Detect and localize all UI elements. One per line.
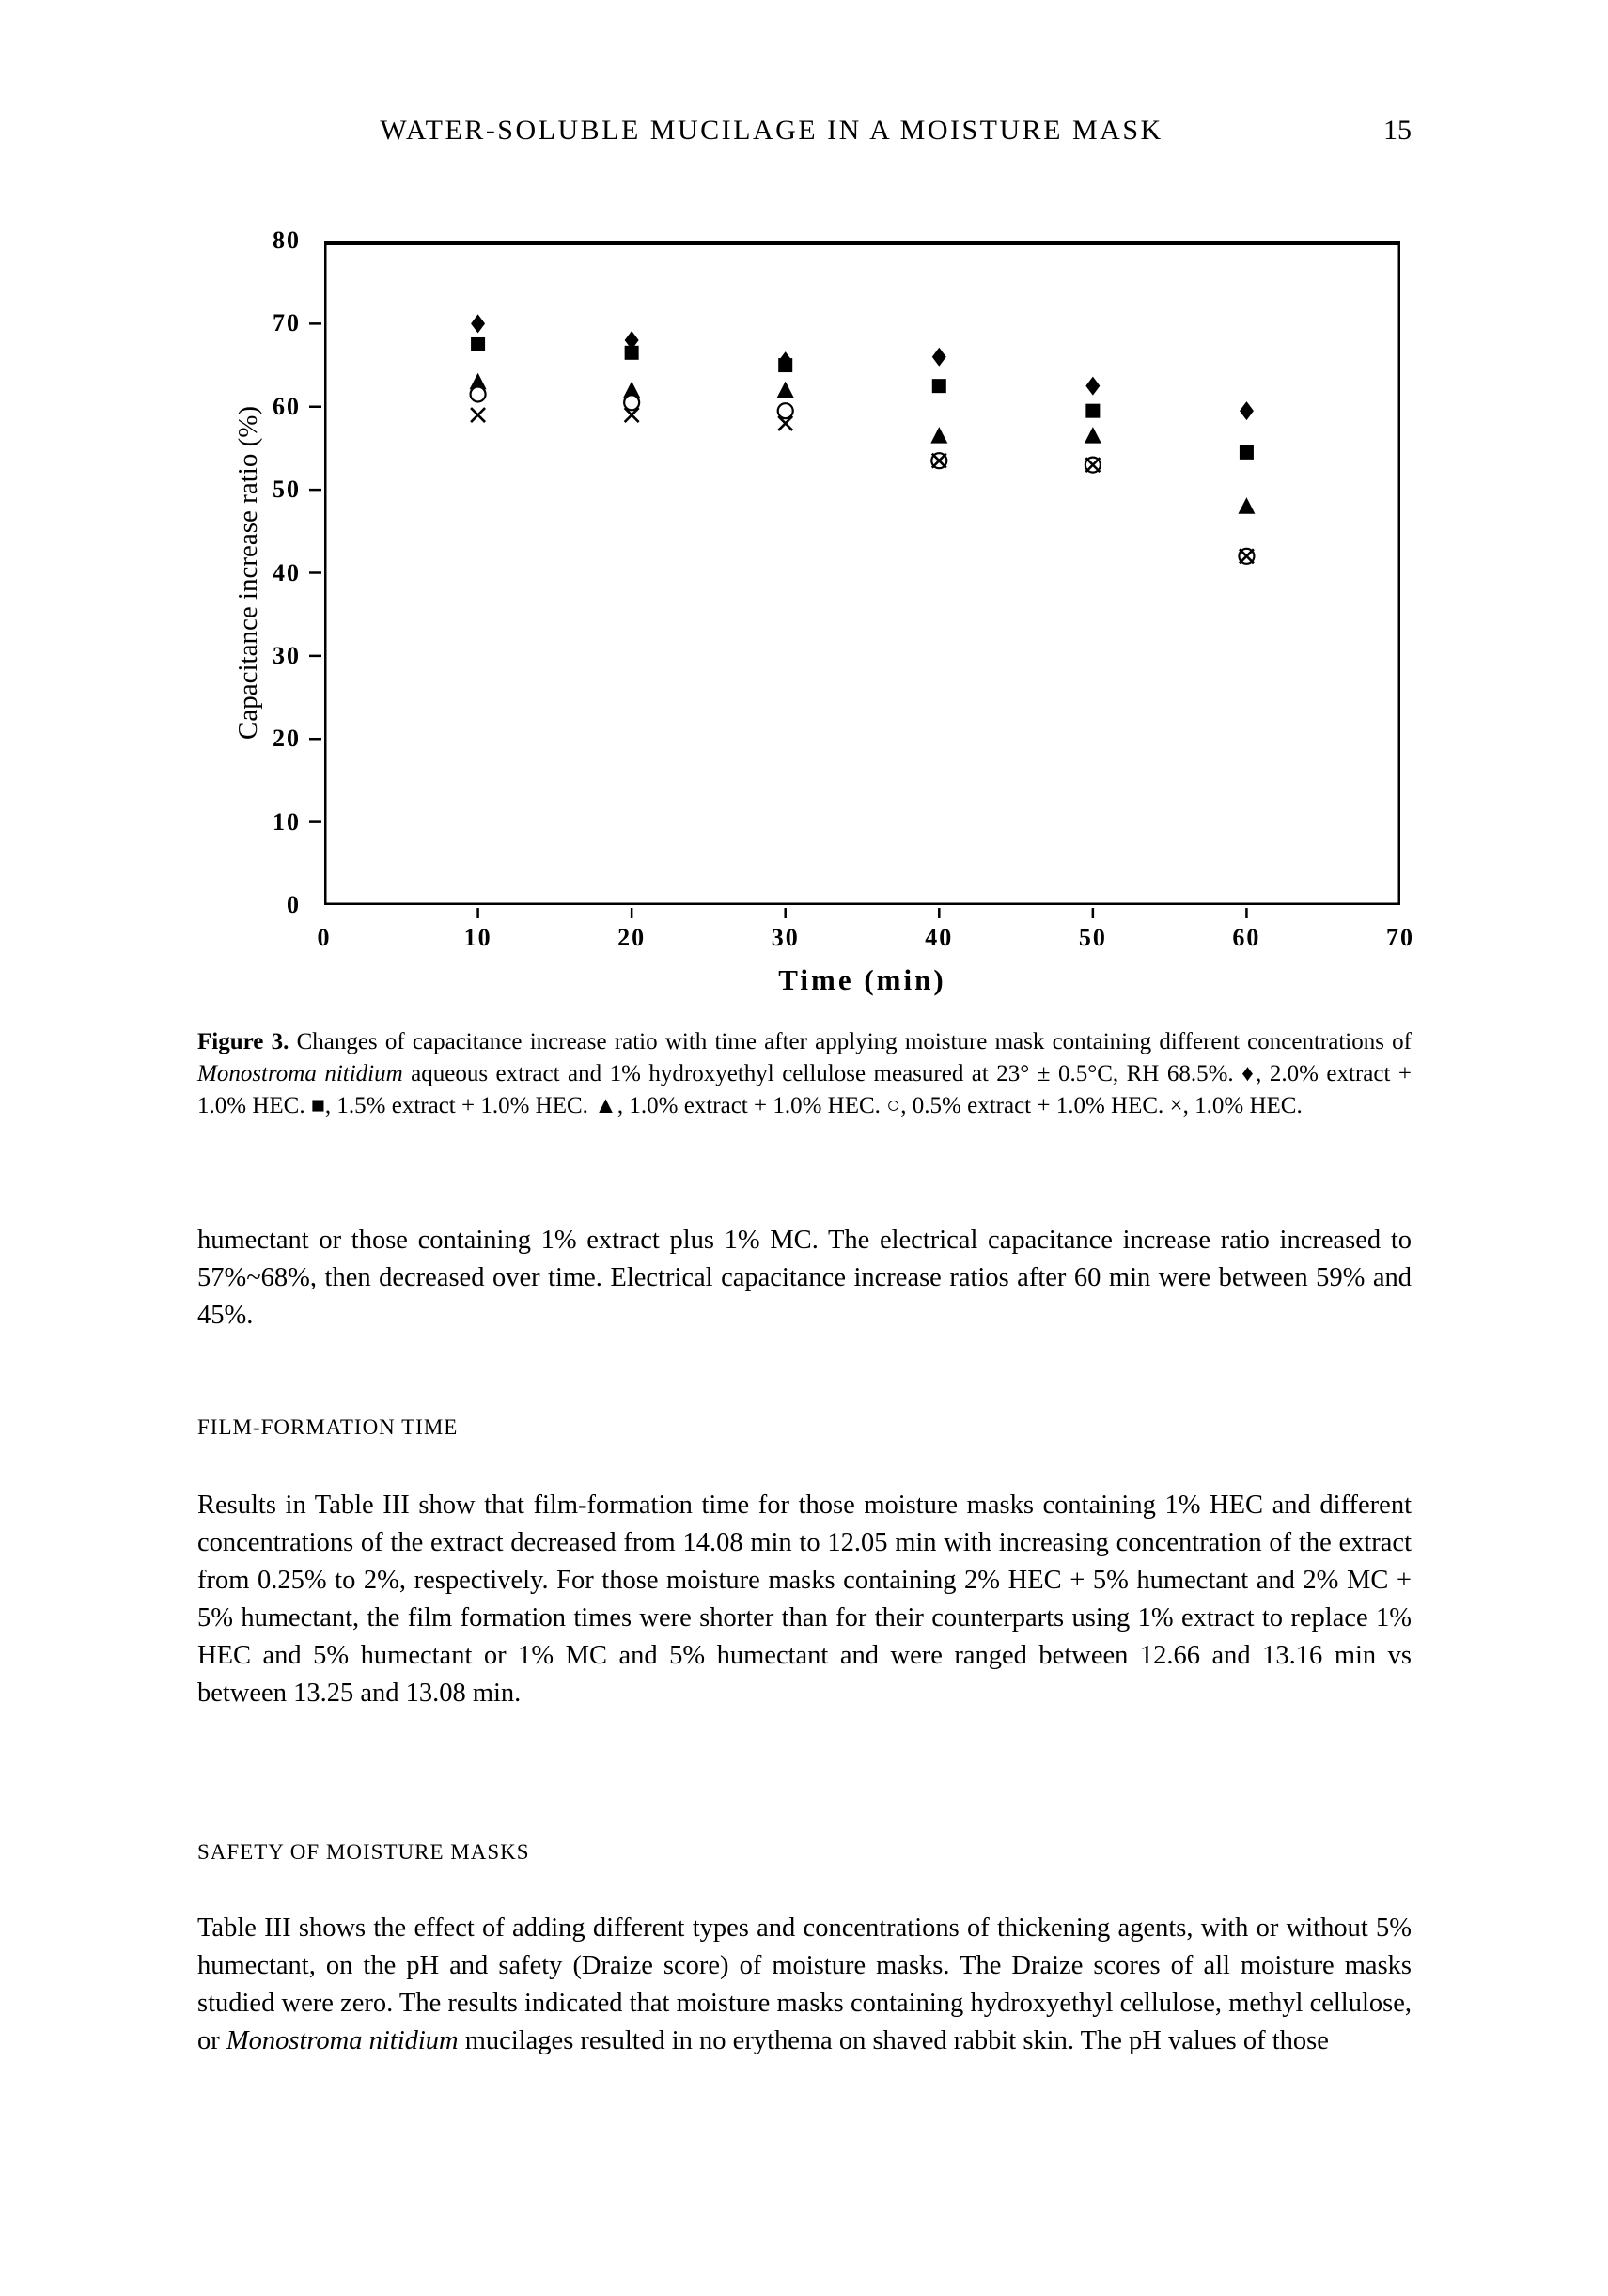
y-tick-label: 60	[273, 392, 301, 420]
text-run: Changes of capacitance increase ratio with time after applying moisture mask containing different concentrations of	[289, 1029, 1412, 1054]
figure-caption	[197, 1026, 1412, 1122]
marker-diamond	[932, 348, 946, 367]
paragraph-safety	[197, 1910, 1412, 2060]
marker-triangle	[930, 427, 947, 444]
x-tick-label: 70	[1386, 924, 1414, 951]
section-heading-safety: SAFETY OF MOISTURE MASKS	[197, 1840, 530, 1864]
x-tick-label: 50	[1078, 924, 1107, 951]
marker-triangle	[777, 382, 794, 398]
y-tick-label: 0	[287, 891, 301, 918]
text-run: Table III shows the effect of adding different types and concentrations of thickening agents, with or without 5% humectant, on the pH and safety (Draize score) of moisture masks. The Draize scores of all moisture masks studied were zero. The results indicated that moisture masks containing hydroxyethyl cellulose, methyl cellulose, or	[197, 1913, 1412, 2055]
marker-square	[932, 379, 946, 393]
marker-square	[1240, 445, 1254, 460]
text-run: Monostroma nitidium	[226, 2026, 459, 2055]
y-tick-label: 30	[273, 641, 301, 669]
marker-triangle	[1238, 497, 1255, 514]
marker-square	[1085, 404, 1100, 418]
marker-diamond	[471, 314, 485, 333]
paragraph-film-formation: Results in Table III show that film-formation time for those moisture masks containing 1% HEC and different concentrations of the extract decreased from 14.08 min to 12.05 min with increasing concentration of the extract from 0.25% to 2%, respectively. For those moisture masks containing 2% HEC + 5% humectant and 2% MC + 5% humectant, the film formation times were shorter than for their counterparts using 1% extract to replace 1% HEC and 5% humectant or 1% MC and 5% humectant and were ranged between 12.66 and 13.16 min vs between 13.25 and 13.08 min.	[197, 1491, 1412, 1708]
x-tick-label: 40	[925, 924, 954, 951]
plot-frame	[325, 242, 1399, 904]
plot-area	[324, 241, 1400, 905]
section-heading-film-formation-time: FILM-FORMATION TIME	[197, 1415, 459, 1439]
text-run: mucilages resulted in no erythema on shaved rabbit skin. The pH values of those	[458, 2026, 1329, 2055]
marker-diamond	[1240, 401, 1254, 420]
marker-x	[471, 408, 485, 422]
y-tick-label: 80	[273, 226, 301, 254]
x-tick-label: 10	[463, 924, 492, 951]
marker-square	[625, 346, 639, 360]
text-run: Monostroma nitidium	[197, 1061, 403, 1086]
figure-3-chart	[216, 226, 1551, 1041]
x-tick-label: 20	[617, 924, 647, 951]
x-tick-label: 0	[317, 924, 332, 951]
x-tick-label: 60	[1232, 924, 1261, 951]
marker-circle	[778, 403, 793, 418]
x-tick-label: 30	[771, 924, 800, 951]
y-tick-label: 40	[273, 558, 301, 586]
y-axis-title: Capacitance increase ratio (%)	[233, 405, 263, 741]
running-head-title: WATER-SOLUBLE MUCILAGE IN A MOISTURE MASK	[380, 115, 1163, 146]
marker-triangle	[1085, 427, 1101, 444]
paragraph-capacitance-results: humectant or those containing 1% extract plus 1% MC. The electrical capacitance increase ratio increased to 57%~68%, then decreased over time. Electrical capacitance increase ratios after 60 min were between 59% and 45%.	[197, 1226, 1412, 1330]
y-tick-label: 50	[273, 476, 301, 504]
chart-markers-svg	[324, 241, 1400, 905]
marker-circle	[471, 386, 486, 401]
page-number: 15	[1383, 115, 1412, 146]
text-run: aqueous extract and 1% hydroxyethyl cellulose measured at 23° ± 0.5°C, RH 68.5%. ♦, 2.0% extract + 1.0% HEC. ■, 1.5% extract + 1.0% HEC. ▲, 1.0% extract + 1.0% HEC. ○, 0.5% extract + 1.0% HEC. ×, 1.0% HEC.	[197, 1061, 1412, 1118]
marker-square	[471, 337, 485, 351]
y-tick-label: 10	[273, 807, 301, 836]
marker-circle	[624, 395, 639, 410]
x-axis-title: Time (min)	[778, 963, 946, 996]
y-tick-label: 20	[273, 725, 301, 753]
marker-diamond	[1085, 377, 1100, 396]
marker-square	[778, 358, 792, 372]
y-tick-label: 70	[273, 309, 301, 337]
text-run: Figure 3.	[197, 1029, 289, 1054]
page-header	[197, 115, 1412, 152]
